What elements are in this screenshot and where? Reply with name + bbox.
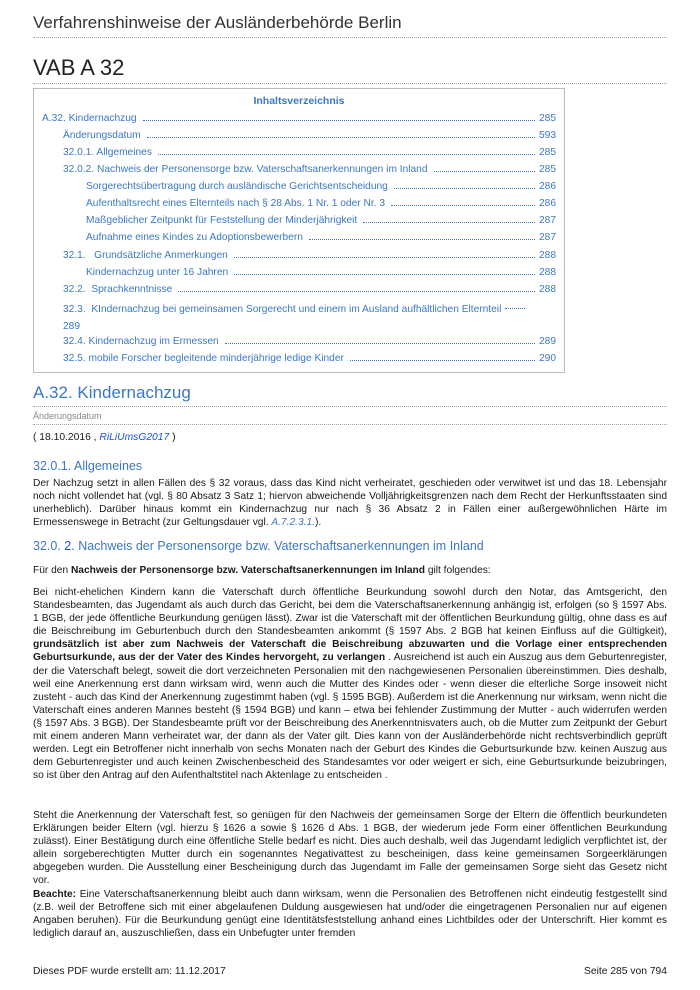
change-date-label: Änderungsdatum bbox=[33, 411, 102, 421]
intro-paragraph: Für den Nachweis der Personensorge bzw. Vaterschaftsanerkennungen im Inland gilt folgendes: bbox=[33, 565, 491, 576]
footer-page-number: Seite 285 von 794 bbox=[583, 966, 667, 977]
toc-item-unter-16-jahren[interactable]: Kindernachzug unter 16 Jahren 288 bbox=[86, 267, 556, 278]
toc-item-sorgerechtsuebertragung[interactable]: Sorgerechtsübertragung durch ausländische Gerichtsentscheidung 286 bbox=[86, 181, 556, 192]
toc-title: Inhaltsverzeichnis bbox=[253, 95, 345, 107]
paragraph-gemeinsame-sorge: Steht die Anerkennung der Vaterschaft fest, so genügen für den Nachweis der gemeinsamen Sorge der Eltern die öffentlich beurkundeten Erklärungen beider Eltern (vgl. hierzu § 1626 a sowie § 1626 d Abs. 1 BGB, der wiederum jede Form einer öffentlichen Beurkundung zulässt). Einer Bestätigung durch eine öffentliche Stelle bedarf es nicht. Dies auch deshalb, weil das Jugendamt lediglich verpflichtet ist, der allein sorgeberechtigten Mutter durch ein sogenanntes Negativattest zu bescheinigen, dass keine gemeinsamen Sorgeerklärungen abgegeben wurden. Die Ausstellung einer Bescheinigung durch das Jugendamt im Falle der gemeinsamen Sorge sieht das Gesetz nicht vor. bbox=[33, 810, 667, 887]
toc-item-sprachkenntnisse[interactable]: 32.2. Sprachkenntnisse 288 bbox=[63, 284, 556, 295]
heading-nachweis-personensorge: 32.0. 2. Nachweis der Personensorge bzw. Vaterschaftsanerkennungen im Inland bbox=[33, 539, 484, 553]
title-divider bbox=[33, 83, 667, 84]
paragraph-allgemeines: Der Nachzug setzt in allen Fällen des § 32 voraus, dass das Kind nicht verheiratet, geschieden oder verwitwet ist und das 18. Lebensjahr noch nicht vollendet hat (vgl. § 80 Absatz 3 Satz 1; hiervon abweichende Volljährigkeitsgrenzen nach dem Recht der Herkunftsstaaten sind unerheblich). Darüber hinaus kommt ein Kindernachzug nur nach § 36 Absatz 2 in Fällen einer außergewöhnlichen Härte im Ermessenswege in Betracht (zur Geltungsdauer vgl. A.7.2.3.1.). bbox=[33, 478, 667, 529]
running-header: Verfahrenshinweise der Ausländerbehörde Berlin bbox=[33, 13, 402, 32]
toc-item-kindernachzug[interactable]: A.32. Kindernachzug 285 bbox=[42, 113, 556, 124]
toc-item-aufenthaltsrecht-elternteil[interactable]: Aufenthaltsrecht eines Elternteils nach § 28 Abs. 1 Nr. 1 oder Nr. 3 286 bbox=[86, 198, 556, 209]
paragraph-vaterschaft: Bei nicht-ehelichen Kindern kann die Vaterschaft durch öffentliche Beurkundung sowohl durch den Notar, das Amtsgericht, den Standesbeamten, das Jugendamt als auch durch das Gericht, bei dem die Vaterschaftsanerkennung anhängig ist, erfolgen (so § 1597 Abs. 1 BGB, der jede öffentliche Beurkundung genügen lässt). Zwar ist die Vaterschaft mit der öffentlichen Beurkundung gültig, ohne dass es auf die Beischreibung im Geburtenbuch durch den Standesbeamten ankommt (§ 1597 Abs. 2 BGB hat keinen Einfluss auf die Gültigkeit), grundsätzlich ist aber zum Nachweis der Vaterschaft die Beischreibung abzuwarten und die Vorlage einer entsprechenden Geburtsurkunde, aus der der Vater des Kindes hervorgeht, zu verlangen . Ausreichend ist auch ein Auszug aus dem Geburtenregister, der die Vaterschaft belegt, soweit die dort verzeichneten Personalien mit den nachgewiesenen Personalien übereinstimmen. Dies deshalb, weil eine Anerkennung erst dann wirksam wird, wenn auch die Mutter des Kindes oder - wenn dieser die elterliche Sorge insoweit nicht zusteht - auch das Kind der Anerkennung zugestimmt haben (vgl. § 1595 BGB). Außerdem ist die Anerkennung nur wirksam, wenn nicht die Vaterschaft eines anderen Mannes besteht (§ 1594 BGB) und kann – etwa bei fehlender Zustimmung der Mutter - auch widerrufen werden (§ 1597 Abs. 3 BGB). Der Standesbeamte prüft vor der Beischreibung des Anerkenntnisvaters auch, ob die Mutter zum Zeitpunkt der Geburt mit einem anderen Mann verheiratet war, der dann als der Vater gilt. Dies kann von der Ausländerbehörde nicht rechtsverbindlich geprüft werden. Legt ein Betroffener nicht innerhalb von sechs Monaten nach der Geburt des Kindes die Geburtsurkunde bzw. keinen Auszug aus dem Geburtenregister und auch keinen Zwischenbescheid des Standesamtes vor oder weigert er sich, eine Geburtsurkunde beizubringen, so ist über den Antrag auf den Aufenthaltstitel nach Aktenlage zu entscheiden . bbox=[33, 587, 667, 782]
heading-allgemeines: 32.0.1. Allgemeines bbox=[33, 459, 143, 473]
change-date: ( 18.10.2016 , RiLiUmsG2017 ) bbox=[33, 432, 176, 443]
toc-item-aenderungsdatum[interactable]: Änderungsdatum 593 bbox=[63, 130, 556, 141]
header-divider bbox=[33, 37, 667, 38]
toc-item-ermessen[interactable]: 32.4. Kindernachzug im Ermessen 289 bbox=[63, 336, 556, 347]
toc-item-adoptionsbewerber[interactable]: Aufnahme eines Kindes zu Adoptionsbewerbern 287 bbox=[86, 232, 556, 243]
footer-created-date: Dieses PDF wurde erstellt am: 11.12.2017 bbox=[33, 966, 226, 977]
toc-item-zeitpunkt-minderjaehrigkeit[interactable]: Maßgeblicher Zeitpunkt für Feststellung der Minderjährigkeit 287 bbox=[86, 215, 556, 226]
section-divider bbox=[33, 406, 667, 407]
paragraph-beachte: Beachte: Eine Vaterschaftsanerkennung bleibt auch dann wirksam, wenn die Personalien des Betroffenen nicht eindeutig festgestellt sind (z.B. weil der Betroffene sich mit einer abgelaufenen Duldung ausgewiesen hat und/oder die eingetragenen Personalien nur auf eigenen Angaben beruhen). Für die Beurkundung genügt eine Identitätsfeststellung anhand eines Lichtbildes oder der Unterschrift. Hier kommt es lediglich darauf an, auszuschließen, dass ein Unbefugter unter fremden bbox=[33, 889, 667, 940]
toc-item-mobile-forscher[interactable]: 32.5. mobile Forscher begleitende minderjährige ledige Kinder 290 bbox=[63, 353, 556, 364]
document-title: VAB A 32 bbox=[33, 55, 125, 80]
reference-link[interactable]: A.7.2.3.1. bbox=[271, 517, 316, 529]
rili-link[interactable]: RiLiUmsG2017 bbox=[99, 432, 170, 443]
toc-item-gemeinsames-sorgerecht[interactable]: 32.3. KIndernachzug bei gemeinsamen Sorgerecht und einem im Ausland aufhältlichen Elternteil 289 bbox=[63, 301, 556, 335]
section-title: A.32. Kindernachzug bbox=[33, 383, 191, 402]
table-of-contents bbox=[33, 88, 565, 373]
page-footer bbox=[33, 966, 667, 977]
toc-item-allgemeines[interactable]: 32.0.1. Allgemeines 285 bbox=[63, 147, 556, 158]
toc-item-nachweis-personensorge[interactable]: 32.0.2. Nachweis der Personensorge bzw. Vaterschaftsanerkennungen im Inland 285 bbox=[63, 164, 556, 175]
change-date-divider bbox=[33, 424, 667, 425]
toc-item-grundsaetzliche-anmerkungen[interactable]: 32.1. Grundsätzliche Anmerkungen 288 bbox=[63, 250, 556, 261]
